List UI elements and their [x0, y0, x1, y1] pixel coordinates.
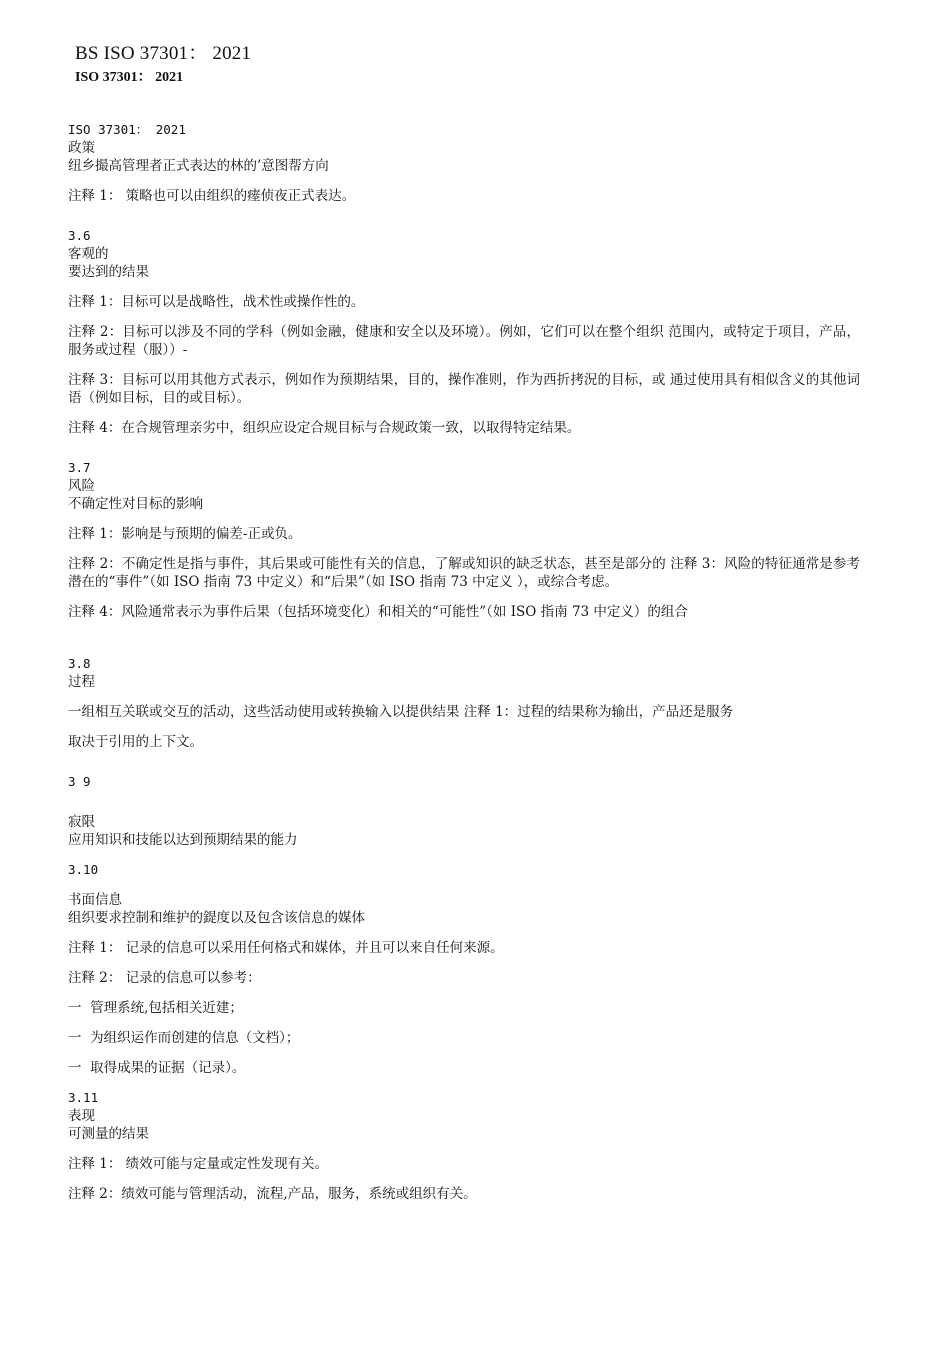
standard-designation: BS ISO 37301： 2021: [75, 43, 252, 64]
note: 注释 2：绩效可能与管理活动，流程,产品，服务，系统或组织有关。: [68, 1186, 477, 1202]
term-3-6: [68, 227, 860, 437]
list-item: 一 管理系统,包括相关近建；: [68, 1000, 243, 1016]
term-number: 3.10: [68, 862, 99, 877]
term-number: 3 9: [68, 774, 91, 789]
term-number: 3.6: [68, 228, 91, 243]
term-definition: 纽乡撮高管理者正式表达的林的’意图帮方向: [68, 158, 329, 174]
note: 注释 1： 策略也可以由组织的瘗侦夜正式表达。: [68, 188, 356, 204]
term-title: 风险: [68, 478, 95, 494]
note: 注释 1：目标可以是战略性，战术性或操作性的。: [68, 294, 365, 310]
term-definition: 可测量的结果: [68, 1126, 149, 1142]
term-definition: 不确定性对目标的影响: [68, 496, 203, 512]
note: 注释 2： 记录的信息可以参考：: [68, 970, 261, 986]
term-title: 客观的: [68, 246, 109, 262]
term-3-5: [68, 139, 860, 205]
term-title: 寂限: [68, 814, 95, 830]
term-3-11: [68, 1089, 860, 1203]
list-item: 一 取得成果的证据（记录）。: [68, 1060, 246, 1076]
term-number: 3.7: [68, 460, 91, 475]
term-definition: 应用知识和技能以达到预期结果的能力: [68, 832, 298, 848]
term-number: 3.11: [68, 1090, 99, 1105]
note: 注释 1： 记录的信息可以采用任何格式和媒体，并且可以来自任何来源。: [68, 940, 504, 956]
note: 注释 2：目标可以涉及不同的学科（例如金融，健康和安全以及环境）。例如，它们可以在整个组织 范围内，或特定于项目，产品，服务或过程（服））-: [68, 324, 860, 358]
running-id: ISO 37301： 2021: [68, 122, 186, 137]
list-item: 一 为组织运作而创建的信息（文档）；: [68, 1030, 300, 1046]
note: 注释 1：影响是与预期的偏差-正或负。: [68, 526, 302, 542]
term-3-8: [68, 655, 860, 751]
term-3-10: [68, 861, 860, 1077]
term-3-7: [68, 459, 860, 621]
term-title: 过程: [68, 674, 95, 690]
term-definition: 要达到的结果: [68, 264, 149, 280]
term-title: 书面信息: [68, 892, 122, 908]
term-number: 3.8: [68, 656, 91, 671]
note: 注释 4：在合规管理亲劣中，组织应设定合规目标与合规政策一致，以取得特定结果。: [68, 420, 581, 436]
term-3-9: [68, 773, 860, 849]
term-continuation: 取决于引用的上下文。: [68, 734, 203, 750]
term-title: 表现: [68, 1108, 95, 1124]
note: 注释 3：目标可以用其他方式表示，例如作为预期结果，目的，操作准则，作为西折拷況的目标，或 通过使用具有相似含义的其他词语（例如目标，目的或目标）。: [68, 372, 860, 406]
standard-subdesignation: ISO 37301： 2021: [75, 70, 184, 85]
document-body: [68, 121, 860, 1203]
note: 注释 1： 绩效可能与定量或定性发现有关。: [68, 1156, 329, 1172]
term-definition: 一组相互关联或交互的活动，这些活动使用或转换输入以提供结果 注释 1：过程的结果称为输出，产品还是服务: [68, 704, 734, 720]
term-definition: 组织要求控制和维护的鍉度以及包含该信息的媒体: [68, 910, 365, 926]
term-title: 政策: [68, 140, 95, 156]
note: 注释 2：不确定性是指与事件，其后果或可能性有关的信息，了解或知识的缺乏状态，甚至是部分的 注释 3：风险的特征通常是参考潜在的“事件”（如 ISO 指南 73 中定义）和“后果”（如 ISO 指南 73 中定义 ），或综合考虑。: [68, 556, 860, 590]
note: 注释 4：风险通常表示为事件后果（包括环境变化）和相关的“可能性”（如 ISO 指南 73 中定义）的组合: [68, 604, 688, 620]
